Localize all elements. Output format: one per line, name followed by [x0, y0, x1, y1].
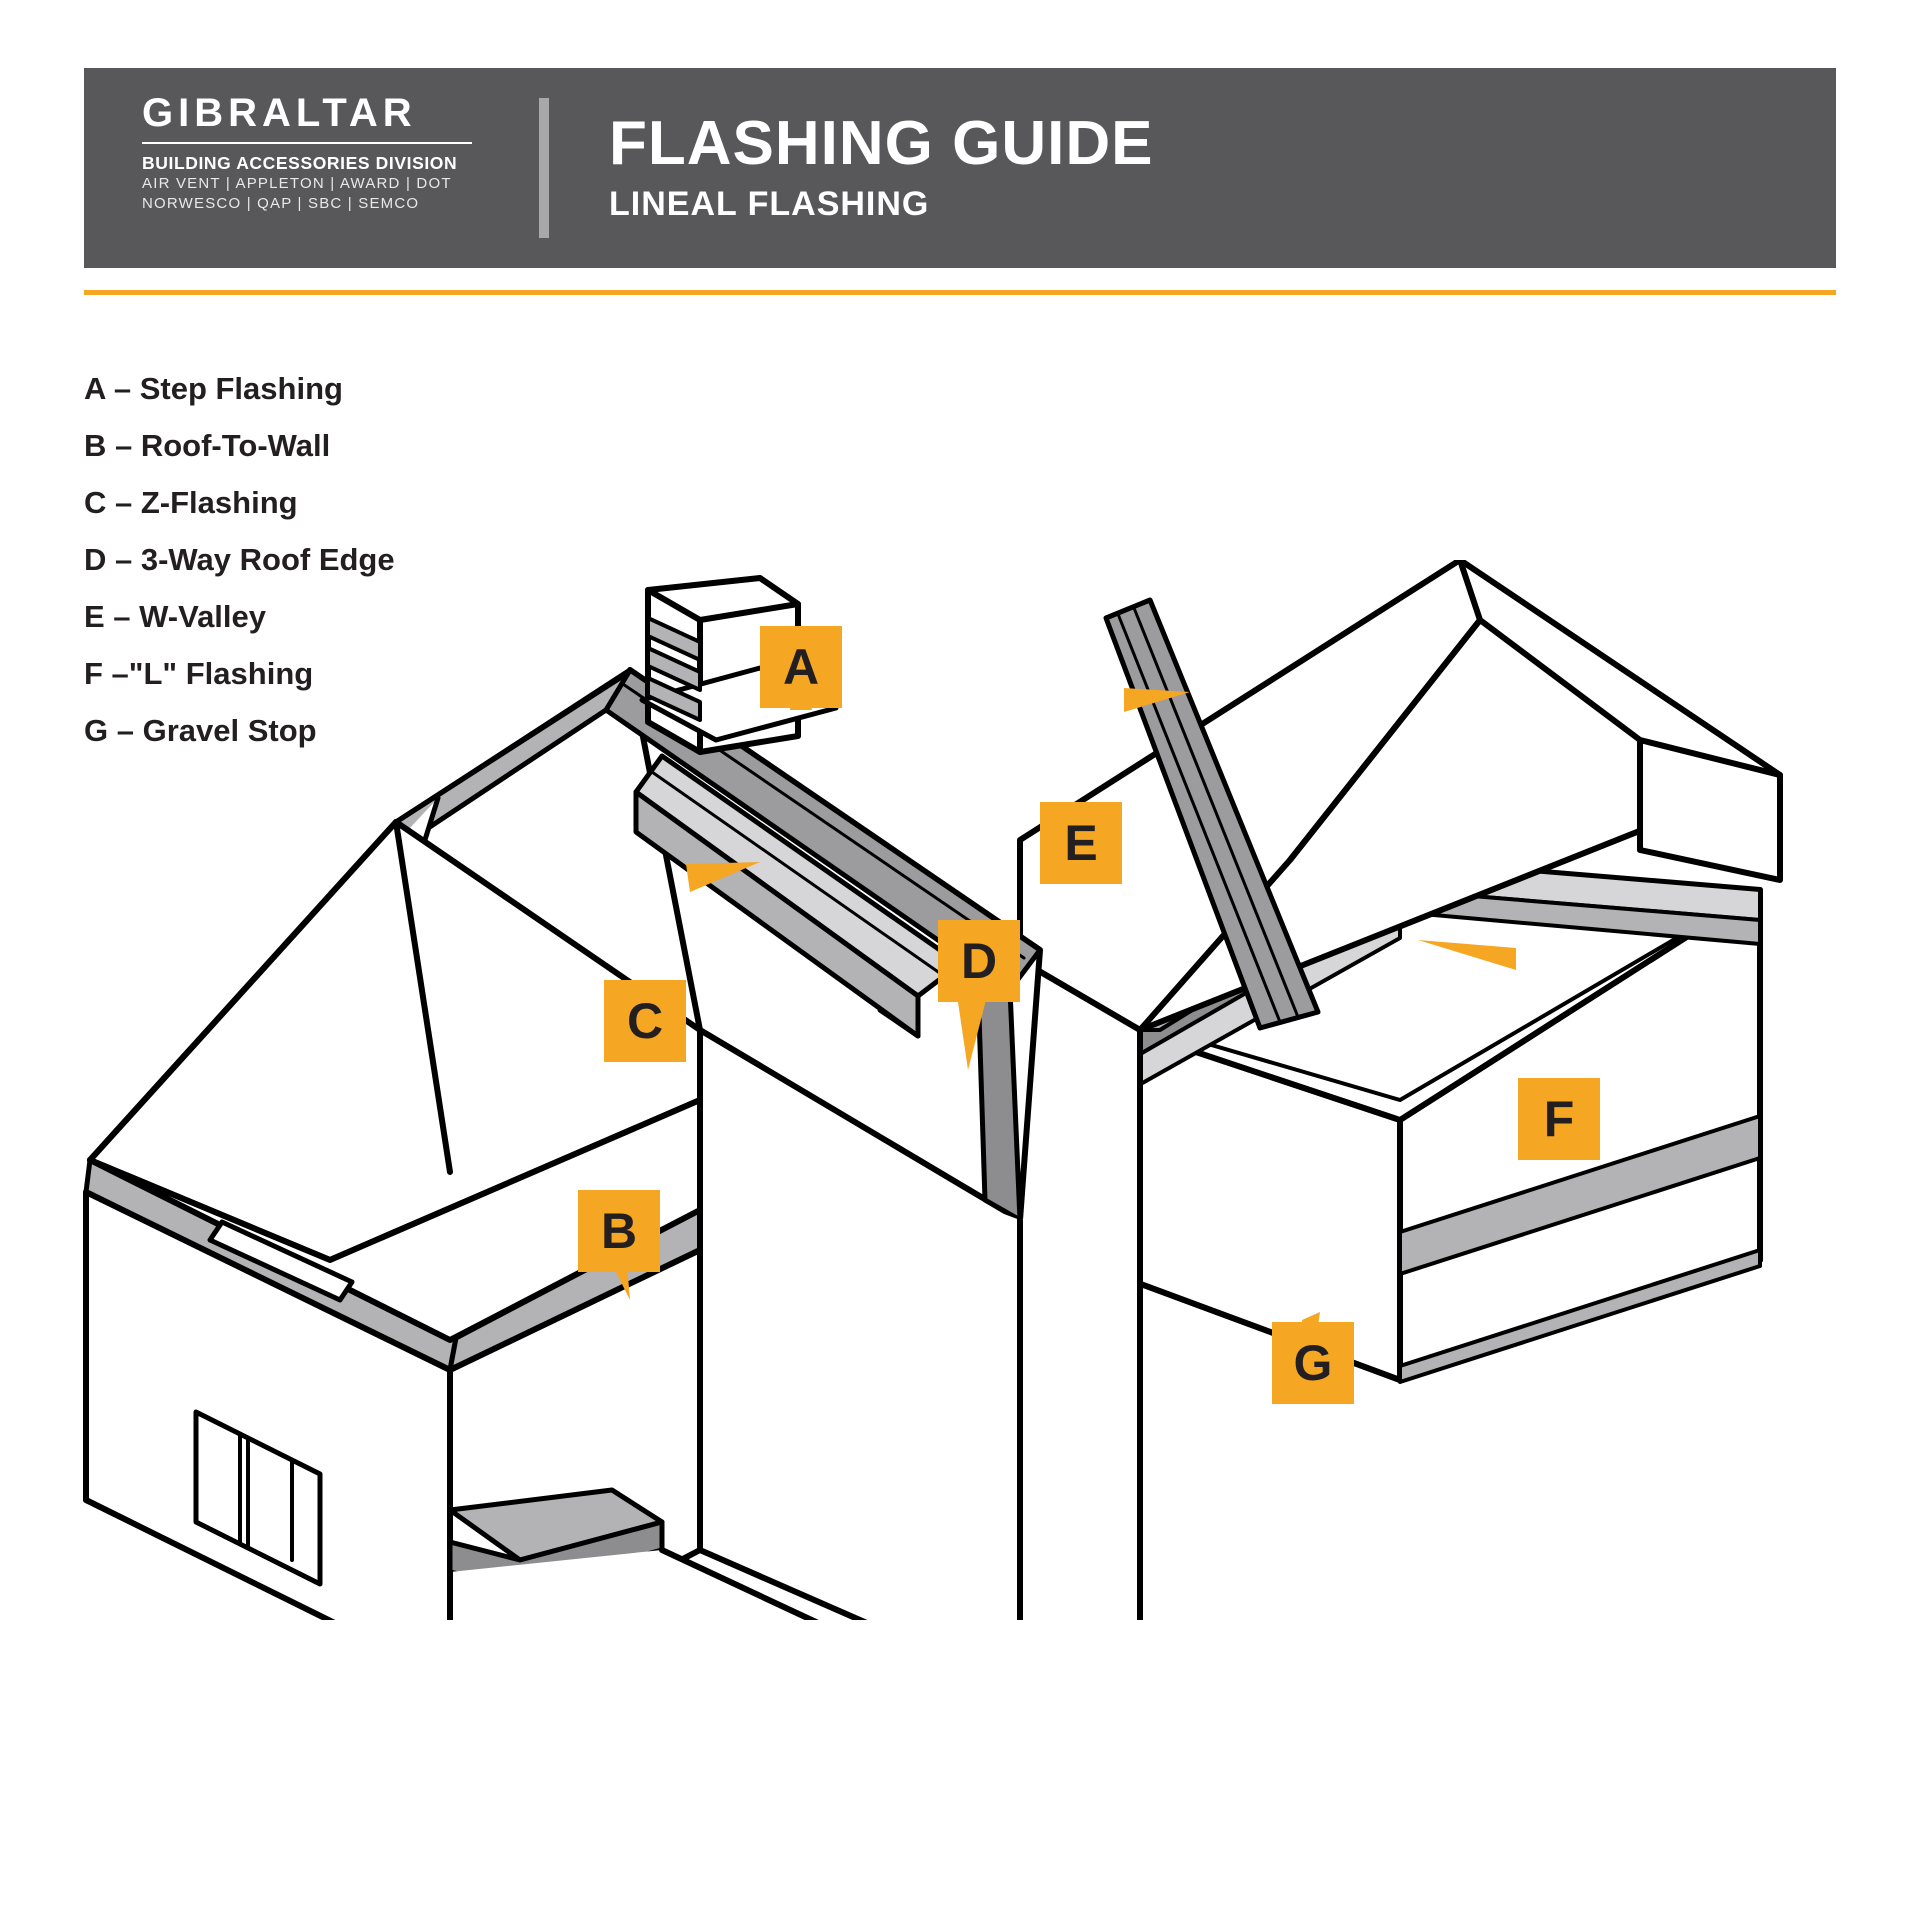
callout-badge-c[interactable]: C: [604, 980, 686, 1062]
house-diagram: [0, 560, 1920, 1620]
callout-badge-b[interactable]: B: [578, 1190, 660, 1272]
legend-item-d: D – 3-Way Roof Edge: [84, 542, 395, 577]
legend-item-f: F –"L" Flashing: [84, 656, 314, 691]
brand-rule: [142, 142, 472, 144]
callout-badge-e[interactable]: E: [1040, 802, 1122, 884]
header-bar: [84, 68, 1836, 268]
callout-badge-d[interactable]: D: [938, 920, 1020, 1002]
page-title: FLASHING GUIDE: [609, 109, 1154, 178]
legend-item-a: A – Step Flashing: [84, 371, 343, 406]
callout-badge-g[interactable]: G: [1272, 1322, 1354, 1404]
brand-division: BUILDING ACCESSORIES DIVISION: [142, 153, 458, 173]
brand-name: GIBRALTAR: [142, 91, 417, 135]
brand-sub-line-2: NORWESCO | QAP | SBC | SEMCO: [142, 195, 420, 212]
legend-item-c: C – Z-Flashing: [84, 485, 298, 520]
legend-item-g: G – Gravel Stop: [84, 713, 317, 748]
page-subtitle: LINEAL FLASHING: [609, 185, 930, 223]
legend-item-e: E – W-Valley: [84, 599, 267, 634]
legend-item-b: B – Roof-To-Wall: [84, 428, 331, 463]
title-block: [549, 68, 1153, 268]
callout-badge-f[interactable]: F: [1518, 1078, 1600, 1160]
accent-rule: [84, 290, 1836, 295]
brand-logo: [84, 68, 484, 268]
header-divider: [539, 98, 549, 238]
brand-sub-line-1: AIR VENT | APPLETON | AWARD | DOT: [142, 175, 452, 192]
callout-badge-a[interactable]: A: [760, 626, 842, 708]
